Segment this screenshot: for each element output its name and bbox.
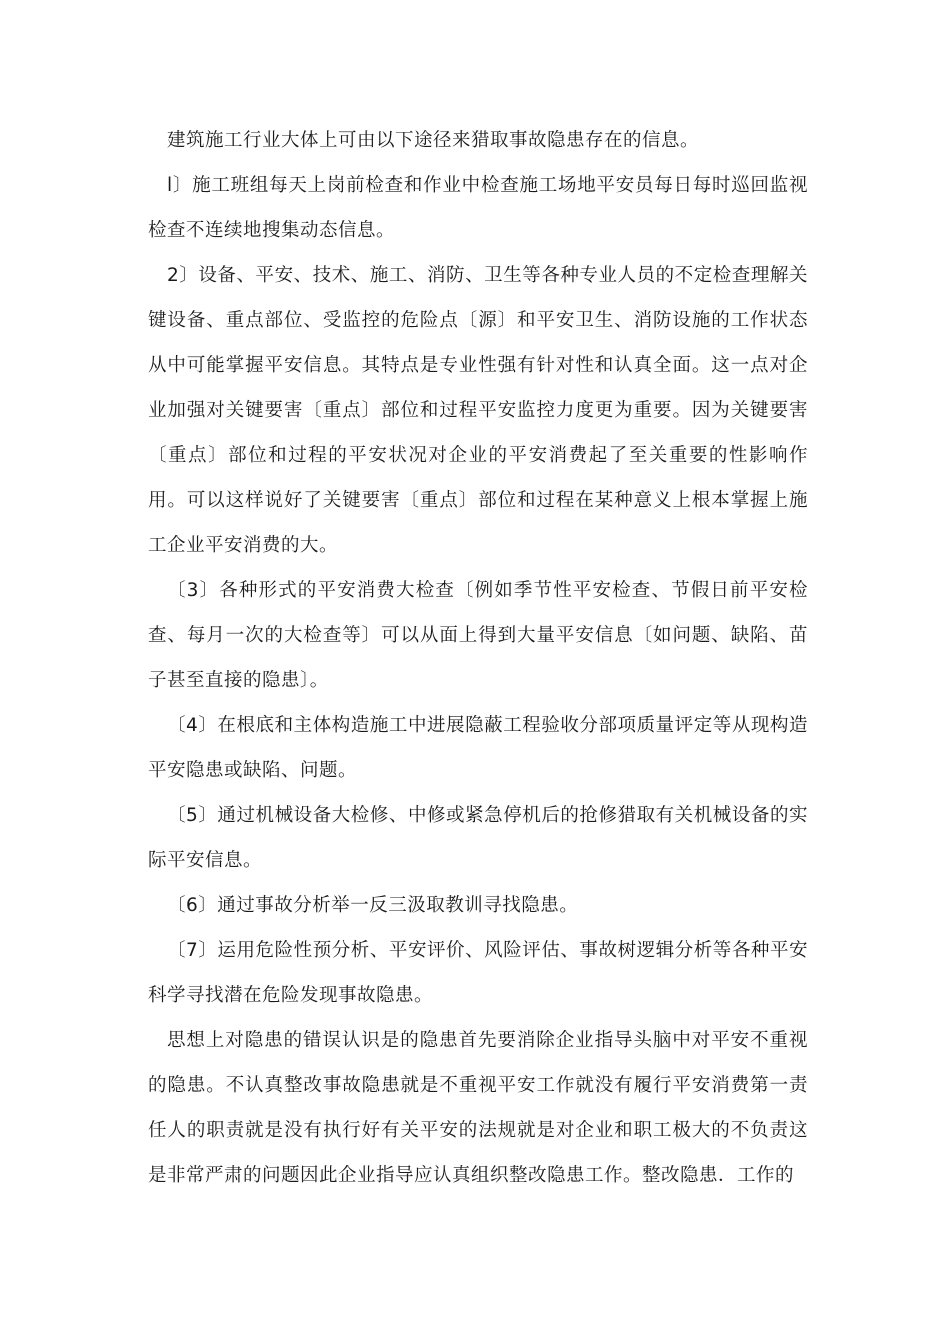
paragraph-item-1: l〕施工班组每天上岗前检查和作业中检查施工场地平安员每日每时巡回监视检查不连续地搜集动态信息。 (148, 175, 808, 241)
paragraph-item-7: 〔7〕运用危险性预分析、平安评价、风险评估、事故树逻辑分析等各种平安科学寻找潜在危险发现事故隐患。 (148, 940, 808, 1006)
paragraph-item-3: 〔3〕各种形式的平安消费大检查〔例如季节性平安检查、节假日前平安检查、每月一次的大检查等〕可以从面上得到大量平安信息〔如问题、缺陷、苗子甚至直接的隐患〕。 (148, 580, 808, 691)
paragraph-conclusion: 思想上对隐患的错误认识是的隐患首先要消除企业指导头脑中对平安不重视的隐患。不认真整改事故隐患就是不重视平安工作就没有履行平安消费第一责任人的职责就是没有执行好有关平安的法规就是对企业和职工极大的不负责这是非常严肃的问题因此企业指导应认真组织整改隐患工作。整改隐患．工作的 (148, 1030, 808, 1186)
document-body (148, 118, 808, 1198)
paragraph-intro: 建筑施工行业大体上可由以下途径来猎取事故隐患存在的信息。 (167, 130, 700, 151)
paragraph-item-4: 〔4〕在根底和主体构造施工中进展隐蔽工程验收分部项质量评定等从现构造平安隐患或缺陷、问题。 (148, 715, 808, 781)
paragraph-item-2: 2〕设备、平安、技术、施工、消防、卫生等各种专业人员的不定检查理解关键设备、重点部位、受监控的危险点〔源〕和平安卫生、消防设施的工作状态从中可能掌握平安信息。其特点是专业性强有针对性和认真全面。这一点对企业加强对关键要害〔重点〕部位和过程平安监控力度更为重要。因为关键要害〔重点〕部位和过程的平安状况对企业的平安消费起了至关重要的性影响作用。可以这样说好了关键要害〔重点〕部位和过程在某种意义上根本掌握上施工企业平安消费的大。 (148, 265, 808, 556)
paragraph-item-5: 〔5〕通过机械设备大检修、中修或紧急停机后的抢修猎取有关机械设备的实际平安信息。 (148, 805, 808, 871)
paragraph-item-6: 〔6〕通过事故分析举一反三汲取教训寻找隐患。 (167, 895, 579, 916)
